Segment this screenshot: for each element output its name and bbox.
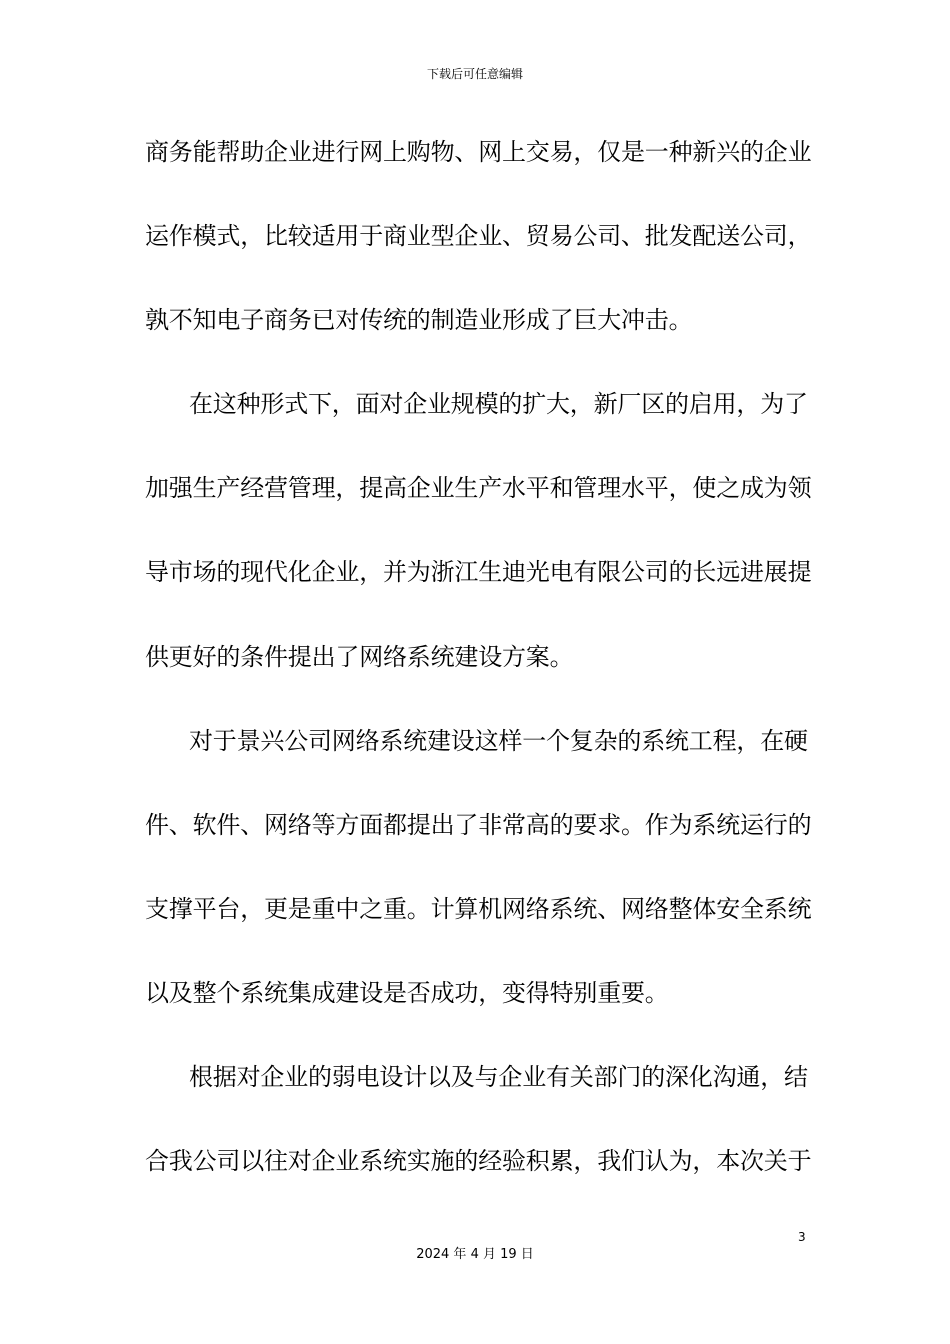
paragraph-first-line: 根据对企业的弱电设计以及与企业有关部门的深化沟通，结	[189, 1063, 808, 1092]
text-line: 件、软件、网络等方面都提出了非常高的要求。作为系统运行的	[145, 810, 812, 839]
text-line: 导市场的现代化企业，并为浙江生迪光电有限公司的长远进展提	[145, 558, 812, 587]
text-line: 支撑平台，更是重中之重。计算机网络系统、网络整体安全系统	[145, 894, 812, 923]
text-line: 供更好的条件提出了网络系统建设方案。	[145, 642, 574, 671]
page-number: 3	[798, 1230, 806, 1244]
paragraph-first-line: 对于景兴公司网络系统建设这样一个复杂的系统工程，在硬	[189, 726, 808, 755]
document-body	[145, 110, 812, 1203]
text-line: 运作模式，比较适用于商业型企业、贸易公司、批发配送公司，	[145, 222, 812, 251]
page-footer-date: 2024 年 4 月 19 日	[416, 1247, 534, 1262]
text-line: 孰不知电子商务已对传统的制造业形成了巨大冲击。	[145, 306, 693, 335]
text-line: 加强生产经营管理，提高企业生产水平和管理水平，使之成为领	[145, 474, 812, 503]
text-line: 合我公司以往对企业系统实施的经验积累，我们认为，本次关于	[145, 1147, 812, 1176]
page-header: 下载后可任意编辑	[426, 67, 523, 81]
text-line: 以及整个系统集成建设是否成功，变得特别重要。	[145, 978, 669, 1007]
text-line: 商务能帮助企业进行网上购物、网上交易，仅是一种新兴的企业	[145, 138, 812, 166]
paragraph-first-line: 在这种形式下，面对企业规模的扩大，新厂区的启用，为了	[189, 390, 808, 419]
